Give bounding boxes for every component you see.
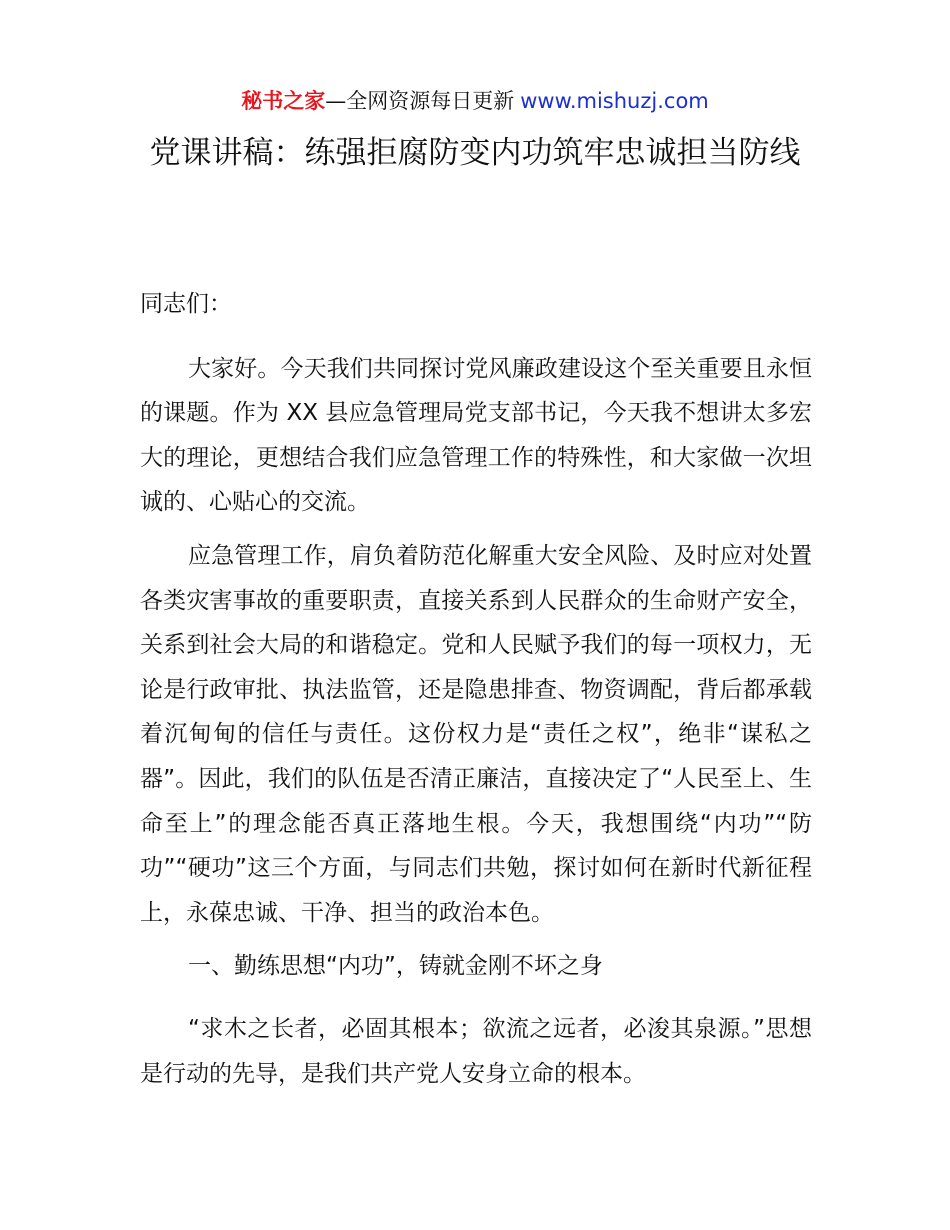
paragraph: “求木之长者，必固其根本；欲流之远者，必浚其泉源。”思想是行动的先导，是我们共产党人安身立命的根本。	[140, 1015, 812, 1087]
document-body	[140, 282, 812, 1105]
site-url-link[interactable]: www.mishuzj.com	[520, 89, 709, 113]
header-tagline: —全网资源每日更新	[325, 89, 515, 113]
paragraph: 大家好。今天我们共同探讨党风廉政建设这个至关重要且永恒的课题。作为 XX 县应急管理局党支部书记，今天我不想讲太多宏大的理论，更想结合我们应急管理工作的特殊性，和大家做一次坦诚的、心贴心的交流。	[140, 355, 812, 516]
brand-name: 秘书之家	[241, 89, 326, 113]
paragraph: 应急管理工作，肩负着防范化解重大安全风险、及时应对处置各类灾害事故的重要职责，直接关系到人民群众的生命财产安全，关系到社会大局的和谐稳定。党和人民赋予我们的每一项权力，无论是行政审批、执法监管，还是隐患排查、物资调配，背后都承载着沉甸甸的信任与责任。这份权力是“责任之权”，绝非“谋私之器”。因此，我们的队伍是否清正廉洁，直接决定了“人民至上、生命至上”的理念能否真正落地生根。今天，我想围绕“内功”“防功”“硬功”这三个方面，与同志们共勉，探讨如何在新时代新征程上，永葆忠诚、干净、担当的政治本色。	[140, 542, 812, 926]
site-header	[0, 86, 950, 116]
section-heading: 一、勤练思想“内功”，铸就金刚不坏之身	[188, 953, 603, 980]
salutation: 同志们：	[140, 291, 232, 317]
document-title: 党课讲稿：练强拒腐防变内功筑牢忠诚担当防线	[149, 135, 801, 171]
